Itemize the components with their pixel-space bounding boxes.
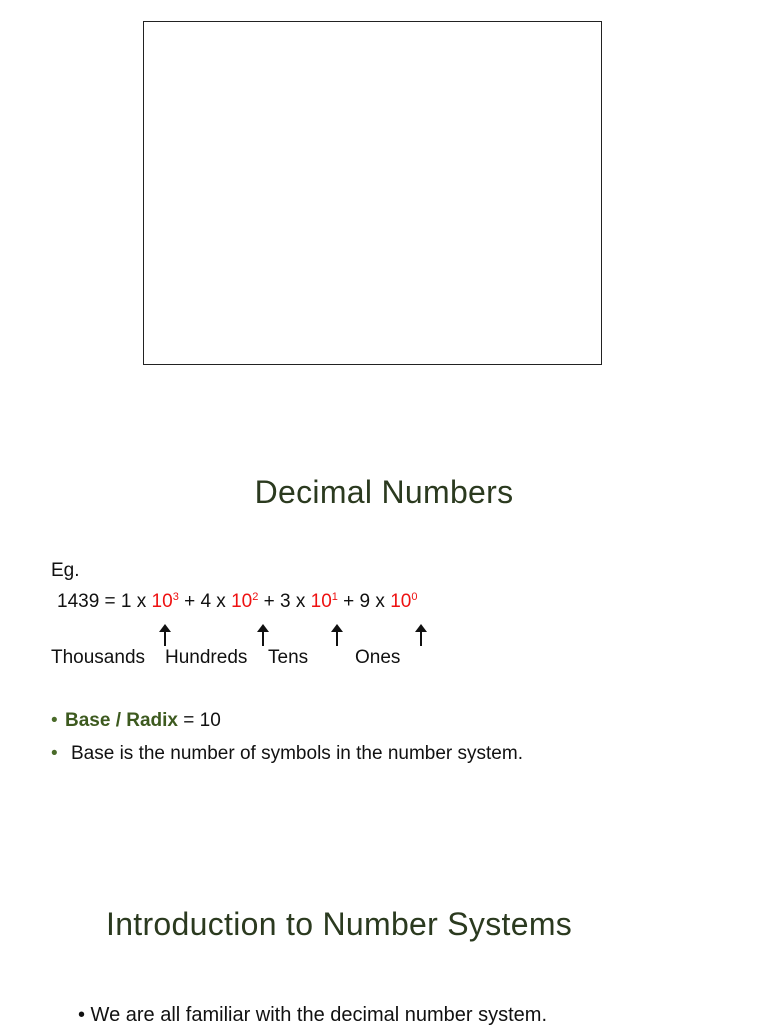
- bullet-marker: •: [51, 743, 58, 764]
- decimal-expansion-formula: [57, 591, 417, 613]
- place-label-tens: Tens: [268, 647, 309, 668]
- formula-term-2: + 4 x: [178, 591, 232, 612]
- bullet-decimal-familiar: • We are all familiar with the decimal number system.: [78, 1004, 548, 1026]
- place-label-ones: Ones: [355, 647, 401, 668]
- blank-image-frame: [143, 21, 602, 365]
- power-exponent-2: 2: [252, 591, 259, 603]
- power-exponent-3: 3: [172, 591, 179, 603]
- formula-lhs: 1439 = 1 x: [57, 591, 152, 612]
- power-base-1: 10: [310, 591, 332, 612]
- example-label: Eg.: [51, 560, 80, 581]
- formula-term-3: + 3 x: [258, 591, 311, 612]
- power-base-3: 10: [151, 591, 173, 612]
- power-base-0: 10: [390, 591, 412, 612]
- up-arrow-icon: [415, 624, 427, 646]
- power-base-2: 10: [231, 591, 253, 612]
- base-definition-text: Base is the number of symbols in the number system.: [71, 743, 523, 764]
- power-exponent-0: 0: [411, 591, 418, 603]
- power-exponent-1: 1: [331, 591, 338, 603]
- up-arrow-icon: [257, 624, 269, 646]
- place-label-thousands: Thousands: [51, 647, 146, 668]
- bullet-marker: •: [51, 710, 58, 731]
- slide-title-decimal-numbers: Decimal Numbers: [254, 474, 514, 510]
- up-arrow-icon: [331, 624, 343, 646]
- base-radix-term: Base / Radix: [65, 710, 178, 731]
- bullet-base-radix: [51, 710, 221, 732]
- place-label-hundreds: Hundreds: [165, 647, 248, 668]
- bullet-base-definition: [51, 743, 523, 765]
- slide-title-introduction: Introduction to Number Systems: [106, 906, 573, 942]
- formula-term-4: + 9 x: [337, 591, 391, 612]
- base-radix-value: = 10: [178, 710, 221, 731]
- up-arrow-icon: [159, 624, 171, 646]
